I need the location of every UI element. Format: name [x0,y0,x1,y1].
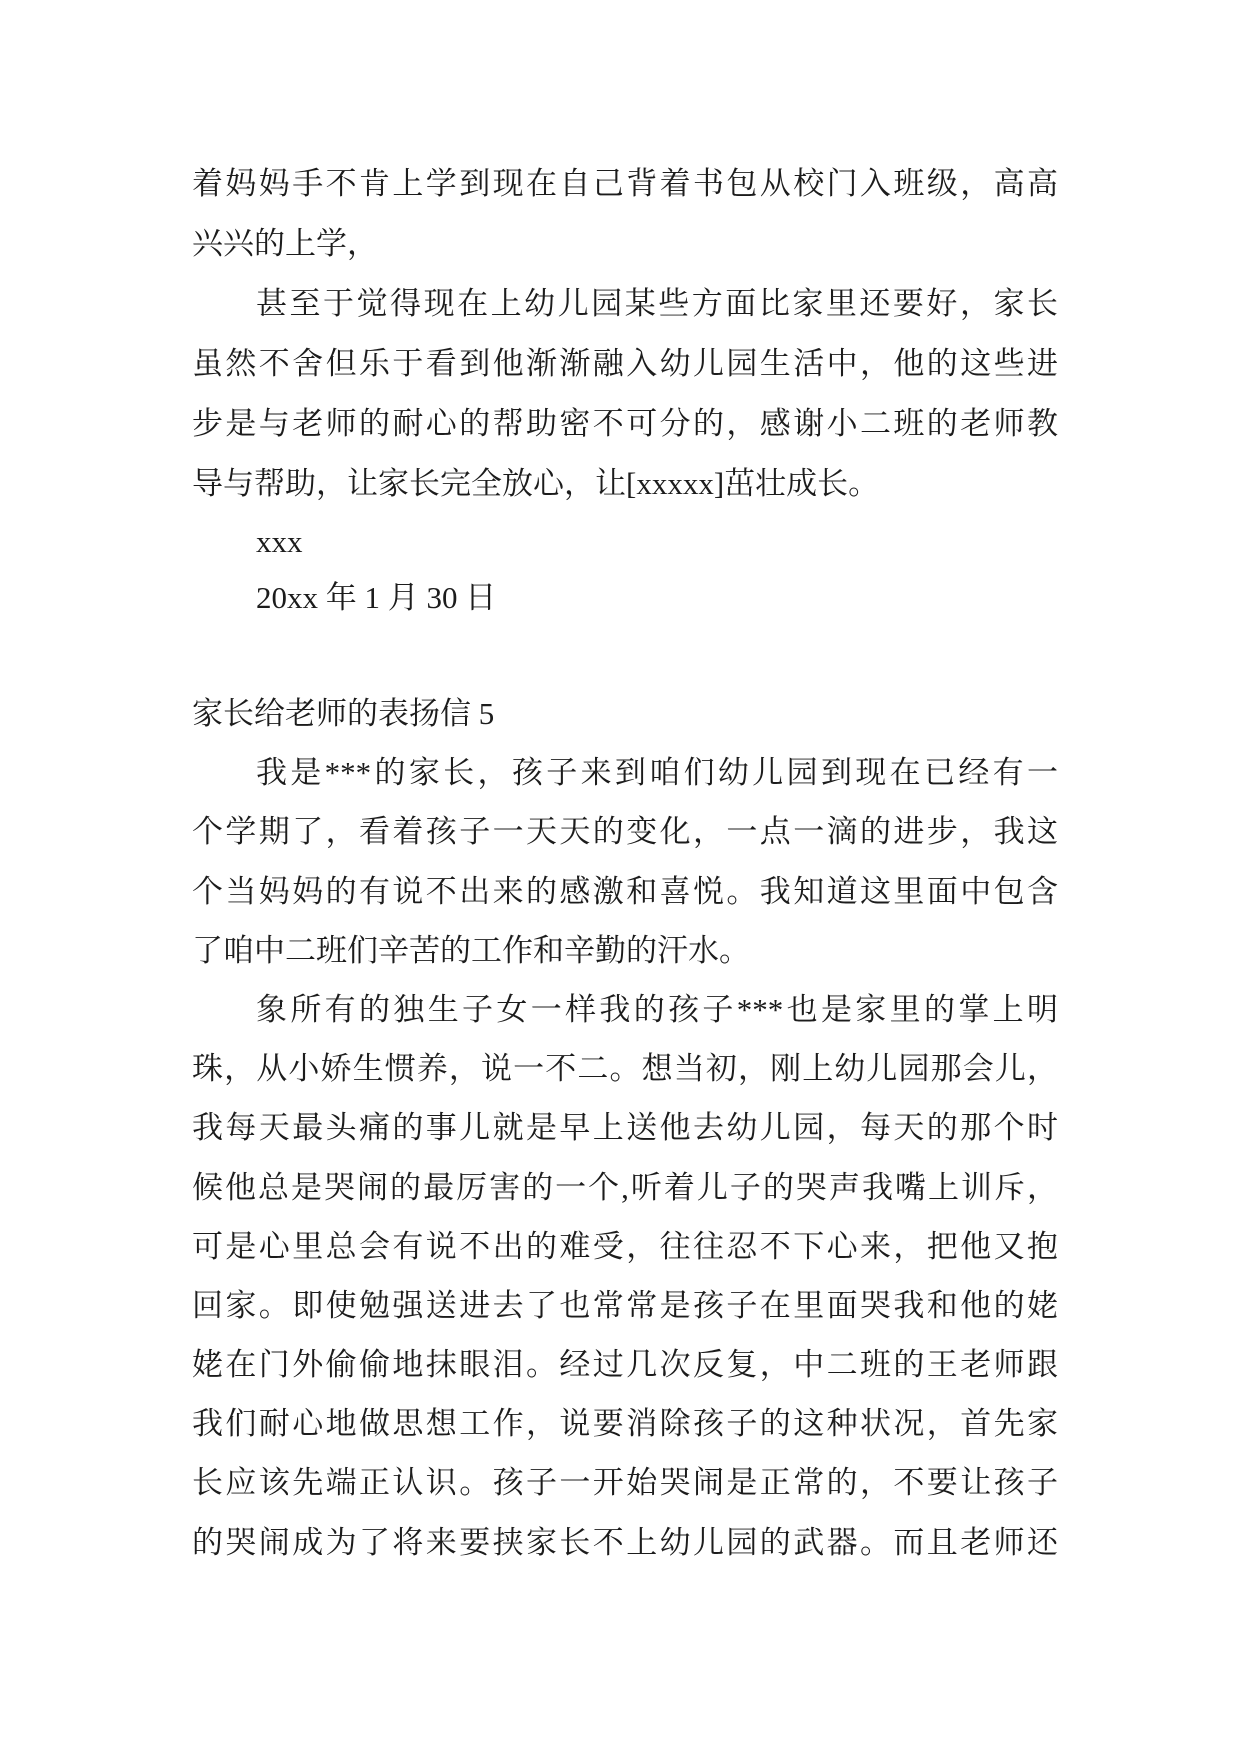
text-line: 着妈妈手不肯上学到现在自己背着书包从校门入班级，高高 [192,166,1058,201]
document-body [192,154,1058,1572]
text-line: 步是与老师的耐心的帮助密不可分的，感谢小二班的老师教 [192,406,1058,441]
text-line: 可是心里总会有说不出的难受，往往忍不下心来，把他又抱 [192,1228,1058,1264]
text-line: 回家。即使勉强送进去了也常常是孩子在里面哭我和他的姥 [192,1287,1058,1323]
text-line: 甚至于觉得现在上幼儿园某些方面比家里还要好，家长 [256,286,1058,321]
paragraph [192,154,1058,274]
text-line: 我们耐心地做思想工作，说要消除孩子的这种状况，首先家 [192,1406,1058,1442]
text-line: 珠，从小娇生惯养，说一不二。想当初，刚上幼儿园那会儿， [192,1051,1058,1087]
signature-name: xxx [256,524,303,559]
text-line: 导与帮助，让家长完全放心，让[xxxxx]茁壮成长。 [192,466,880,501]
text-line: 个当妈妈的有说不出来的感激和喜悦。我知道这里面中包含 [192,873,1058,909]
paragraph [192,743,1058,980]
signature-date: 20xx 年 1 月 30 日 [256,580,497,615]
text-line: 长应该先端正认识。孩子一开始哭闹是正常的，不要让孩子 [192,1465,1058,1501]
paragraph [192,274,1058,514]
letter-title: 家长给老师的表扬信 5 [192,696,495,731]
text-line: 候他总是哭闹的最厉害的一个,听着儿子的哭声我嘴上训斥， [192,1169,1058,1205]
paragraph [192,980,1058,1572]
text-line: 兴兴的上学， [192,226,378,261]
text-line: 个学期了，看着孩子一天天的变化，一点一滴的进步，我这 [192,814,1058,850]
text-line: 我每天最头痛的事儿就是早上送他去幼儿园，每天的那个时 [192,1110,1058,1146]
text-line: 姥在门外偷偷地抹眼泪。经过几次反复，中二班的王老师跟 [192,1347,1058,1383]
text-line: 了咱中二班们辛苦的工作和辛勤的汗水。 [192,932,750,968]
letter-section [192,684,1058,1572]
text-line: 我是***的家长，孩子来到咱们幼儿园到现在已经有一 [256,755,1058,791]
text-line: 虽然不舍但乐于看到他渐渐融入幼儿园生活中，他的这些进 [192,346,1058,381]
letter-section [192,154,1058,626]
text-line: 象所有的独生子女一样我的孩子***也是家里的掌上明 [256,991,1058,1027]
text-line: 的哭闹成为了将来要挟家长不上幼儿园的武器。而且老师还 [192,1524,1058,1560]
